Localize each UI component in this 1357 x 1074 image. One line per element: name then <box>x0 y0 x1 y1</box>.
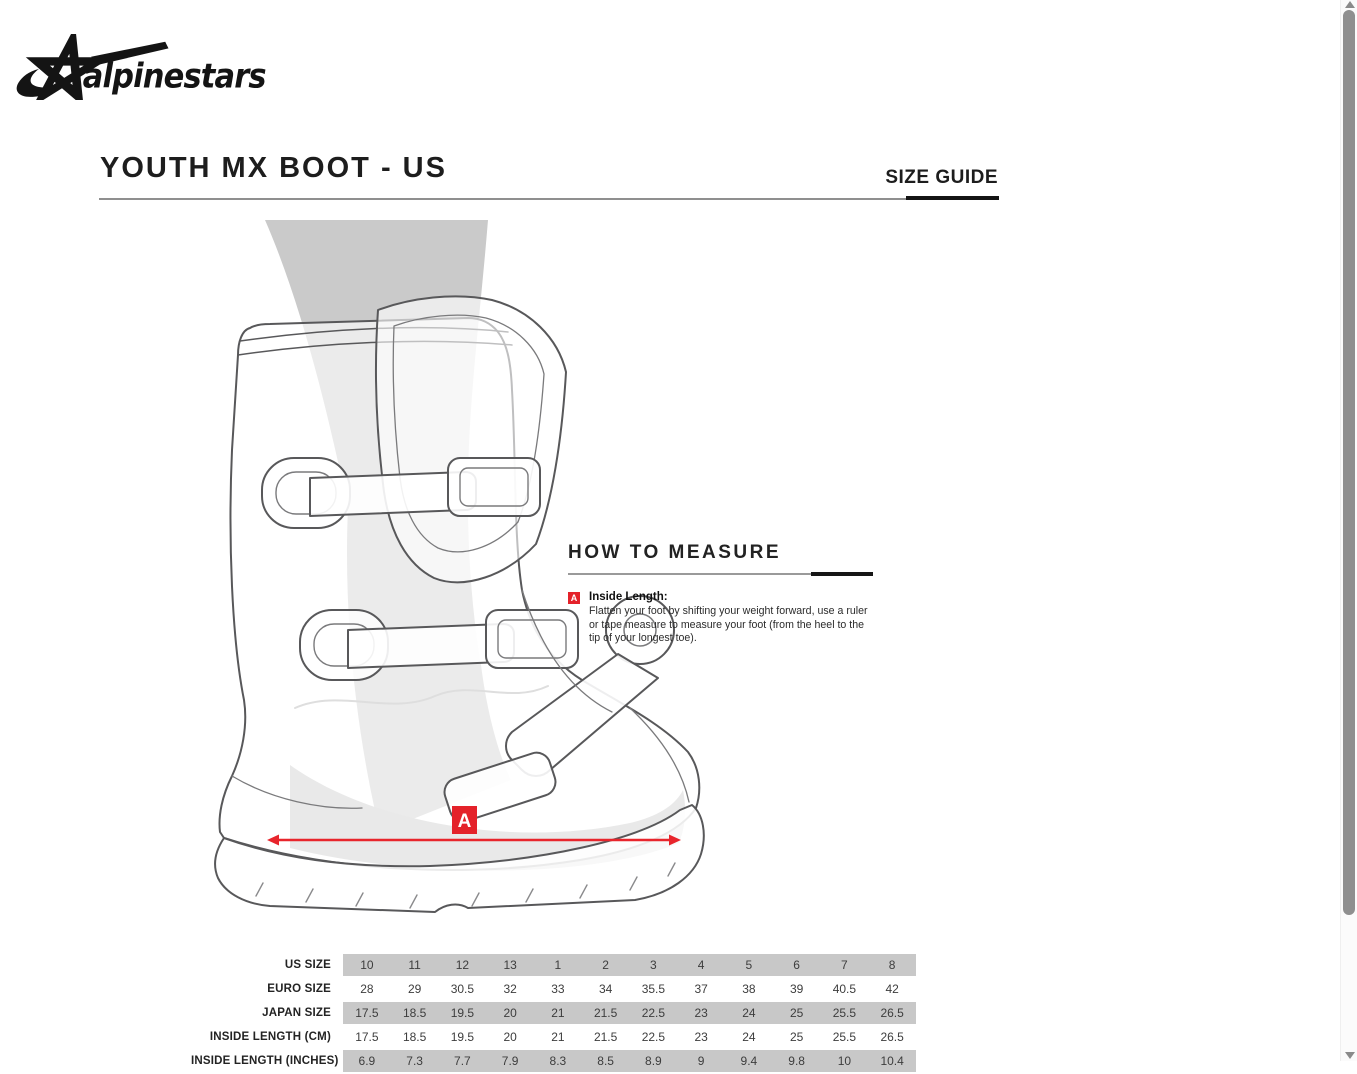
table-cell: 18.5 <box>402 1006 427 1020</box>
table-cell: 11 <box>408 958 421 972</box>
table-cell: 9 <box>697 1054 705 1068</box>
table-cell: 10.4 <box>880 1054 904 1068</box>
table-cell: 25.5 <box>832 1030 857 1044</box>
table-cell: 10 <box>837 1054 852 1068</box>
table-cell: 8 <box>888 958 896 972</box>
measure-item-title: Inside Length: <box>589 591 668 603</box>
table-cell: 24 <box>742 1030 756 1044</box>
table-row-values <box>343 1002 916 1024</box>
table-cell: 37 <box>694 982 708 996</box>
alpinestars-logo <box>10 34 290 100</box>
table-cell: 40.5 <box>832 982 857 996</box>
table-cell: 26.5 <box>880 1006 904 1020</box>
table-row-label: EURO SIZE <box>267 983 331 995</box>
measure-item-inside-length <box>568 591 878 646</box>
table-cell: 7 <box>841 958 848 972</box>
page-title: YOUTH MX BOOT - US <box>100 152 447 184</box>
size-guide-label: SIZE GUIDE <box>885 167 998 188</box>
table-cell: 42 <box>885 982 899 996</box>
table-cell: 33 <box>551 982 565 996</box>
table-cell: 6 <box>793 958 800 972</box>
table-cell: 21.5 <box>593 1006 618 1020</box>
table-cell: 12 <box>455 958 470 972</box>
table-cell: 7.3 <box>406 1054 423 1068</box>
a-marker-icon: A <box>568 592 580 604</box>
how-to-measure-heading: HOW TO MEASURE <box>568 542 782 563</box>
table-cell: 21.5 <box>593 1030 618 1044</box>
table-row <box>191 1026 916 1048</box>
table-row-label: INSIDE LENGTH (INCHES) <box>191 1055 339 1067</box>
table-cell: 35.5 <box>641 982 666 996</box>
table-cell: 9.8 <box>788 1054 805 1068</box>
table-cell: 38 <box>742 982 756 996</box>
table-cell: 6.9 <box>358 1054 376 1068</box>
table-cell: 7.7 <box>454 1054 471 1068</box>
table-cell: 9.4 <box>740 1054 758 1068</box>
table-cell: 21 <box>551 1030 565 1044</box>
table-cell: 32 <box>503 982 517 996</box>
table-cell: 19.5 <box>450 1006 475 1020</box>
table-row-values <box>343 978 916 1000</box>
vertical-scrollbar[interactable] <box>1340 0 1357 1061</box>
table-cell: 25 <box>789 1006 804 1020</box>
table-cell: 17.5 <box>355 1006 379 1020</box>
table-row-values <box>343 954 916 976</box>
table-cell: 19.5 <box>450 1030 475 1044</box>
table-row-values <box>343 1050 916 1072</box>
table-cell: 24 <box>742 1006 756 1020</box>
table-cell: 8.5 <box>597 1054 614 1068</box>
scroll-up-icon[interactable] <box>1345 1 1355 8</box>
table-row <box>191 1002 916 1024</box>
table-cell: 34 <box>598 982 613 996</box>
table-cell: 7.9 <box>501 1054 519 1068</box>
how-to-measure-section <box>568 542 878 646</box>
table-cell: 25 <box>789 1030 804 1044</box>
table-cell: 22.5 <box>641 1030 666 1044</box>
size-guide-underline <box>906 196 999 200</box>
table-cell: 22.5 <box>641 1006 666 1020</box>
table-cell: 1 <box>554 958 562 972</box>
table-row-label: US SIZE <box>284 959 331 971</box>
table-cell: 26.5 <box>880 1030 904 1044</box>
table-cell: 20 <box>503 1030 517 1044</box>
table-row <box>191 978 916 1000</box>
table-cell: 3 <box>650 958 657 972</box>
table-cell: 17.5 <box>355 1030 379 1044</box>
measurement-a-badge <box>452 806 477 834</box>
measure-item-body: Flatten your foot by shifting your weight forward, use a ruler or tape measure to measure your foot (from the heel to the tip of your longest toe). <box>589 605 868 644</box>
table-row <box>191 1050 916 1072</box>
scrollbar-thumb[interactable] <box>1343 10 1355 915</box>
how-to-measure-divider-accent <box>811 572 873 576</box>
size-table <box>191 954 916 1074</box>
table-cell: 2 <box>602 958 609 972</box>
table-cell: 13 <box>503 958 517 972</box>
table-cell: 21 <box>551 1006 565 1020</box>
how-to-measure-divider <box>568 573 873 575</box>
table-cell: 39 <box>789 982 804 996</box>
table-cell: 23 <box>694 1030 708 1044</box>
svg-text:A: A <box>457 811 472 832</box>
table-cell: 4 <box>697 958 705 972</box>
table-row-values <box>343 1026 916 1048</box>
table-cell: 29 <box>407 982 422 996</box>
table-cell: 20 <box>503 1006 517 1020</box>
table-cell: 5 <box>745 958 753 972</box>
table-cell: 8.9 <box>645 1054 662 1068</box>
table-cell: 28 <box>360 982 374 996</box>
table-cell: 10 <box>360 958 374 972</box>
alpinestars-wordmark: alpinestars <box>82 56 266 96</box>
table-row-label: INSIDE LENGTH (CM) <box>209 1031 331 1043</box>
table-row-label: JAPAN SIZE <box>262 1007 331 1019</box>
scroll-down-icon[interactable] <box>1345 1052 1355 1059</box>
table-cell: 23 <box>694 1006 708 1020</box>
table-row <box>191 954 916 976</box>
table-cell: 8.3 <box>549 1054 567 1068</box>
table-cell: 25.5 <box>832 1006 857 1020</box>
table-cell: 30.5 <box>450 982 475 996</box>
table-cell: 18.5 <box>402 1030 427 1044</box>
header-divider <box>99 198 998 200</box>
